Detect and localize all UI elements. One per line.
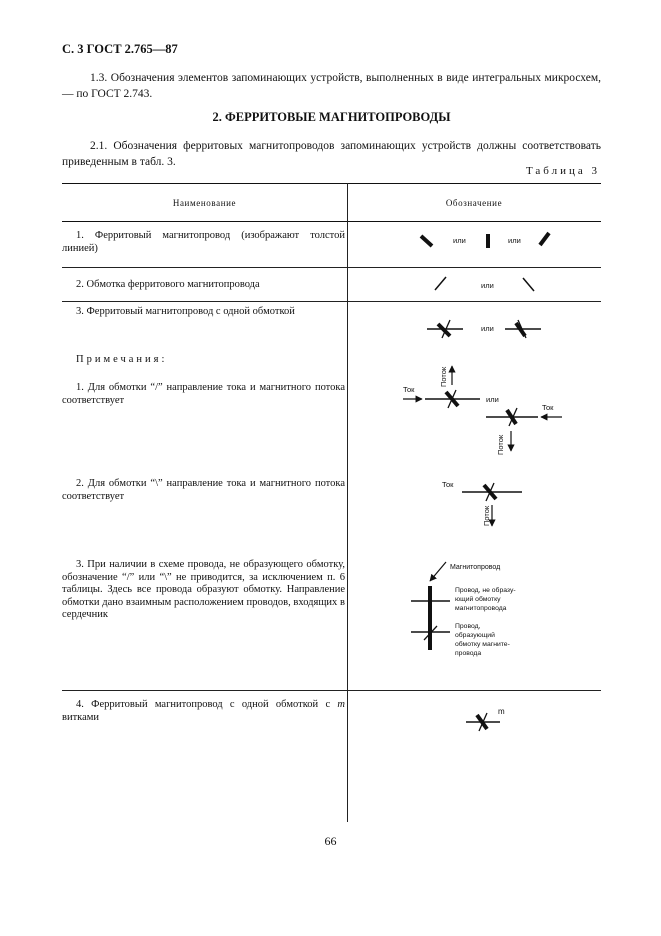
wire-no-winding-label: Провод, не образу-: [455, 587, 516, 594]
flux-label: Поток: [482, 505, 491, 526]
or-label: или: [508, 236, 521, 245]
note-1-text: 1. Для обмотки “/” направление тока и магнитного потока соответствует: [62, 382, 345, 406]
flux-label: Поток: [439, 366, 448, 387]
row-4-text: 4. Ферритовый магнитопровод с одной обмоткой с: [76, 699, 338, 710]
core-with-winding-symbol-2: [505, 320, 541, 338]
row-4-variable: m: [337, 699, 345, 710]
page-number: 66: [324, 834, 337, 848]
or-label: или: [486, 395, 499, 404]
wire-no-winding-label: ющий обмотку: [455, 596, 501, 603]
column-header-symbol: Обозначение: [445, 198, 503, 208]
flux-label: Поток: [496, 434, 505, 455]
winding-backslash-symbol: [523, 278, 534, 291]
wire-winding-label: провода: [455, 650, 482, 657]
core-with-m-turns-symbol: [466, 713, 500, 731]
row-4-suffix: витками: [62, 711, 100, 723]
table-caption: Таблица 3: [525, 165, 600, 177]
section-paragraph: 2.1. Обозначения ферритовых магнитопроводов запоминающих устройств должны соответствовать приведенным в табл. 3.: [62, 140, 601, 168]
m-turns-label: m: [498, 707, 505, 716]
wire-winding-label: образующий: [455, 632, 495, 639]
note-2-diagram: [462, 483, 522, 526]
note-1-diagram: [403, 366, 562, 451]
document-header: С. 3 ГОСТ 2.765—87: [62, 42, 178, 56]
current-label: Ток: [542, 403, 554, 412]
intro-paragraph: 1.3. Обозначения элементов запоминающих устройств, выполненных в виде интегральных микросхем, — по ГОСТ 2.743.: [62, 72, 601, 100]
wire-winding-label: Провод,: [455, 623, 481, 630]
column-header-name: Наименование: [172, 198, 237, 208]
row-1-text: 1. Ферритовый магнитопровод (изображают толстой линией): [62, 230, 345, 254]
or-label: или: [481, 324, 494, 333]
core-symbol-diagonal: [421, 236, 432, 246]
note-2-text: 2. Для обмотки “\” направление тока и магнитного потока соответствует: [62, 478, 345, 502]
core-label: Магнитопровод: [450, 564, 501, 571]
section-title: 2. ФЕРРИТОВЫЕ МАГНИТОПРОВОДЫ: [212, 110, 451, 124]
wire-winding-label: обмотку магните-: [455, 641, 510, 648]
notes-title-text: Примечания:: [76, 354, 168, 365]
core-with-winding-symbol-1: [427, 320, 463, 338]
winding-slash-symbol: [435, 277, 446, 290]
row-2-text: 2. Обмотка ферритового магнитопровода: [76, 279, 260, 290]
wire-no-winding-label: магнитопровода: [455, 605, 507, 612]
row-3-text: 3. Ферритовый магнитопровод с одной обмоткой: [76, 306, 295, 317]
note-3-text: 3. При наличии в схеме провода, не образующего обмотку, обозначение “/” или “\” не приводится, за исключением п. 6 таблицы. Здесь все провода образуют обмотку. Направление обмотки дано взаимным расположением проводов, входящих в сердечник: [62, 559, 345, 620]
current-label: Ток: [403, 385, 415, 394]
or-label: или: [453, 236, 466, 245]
current-label: Ток: [442, 480, 454, 489]
core-symbol-diagonal-alt: [540, 233, 549, 245]
note-3-diagram: [411, 562, 450, 650]
or-label: или: [481, 281, 494, 290]
